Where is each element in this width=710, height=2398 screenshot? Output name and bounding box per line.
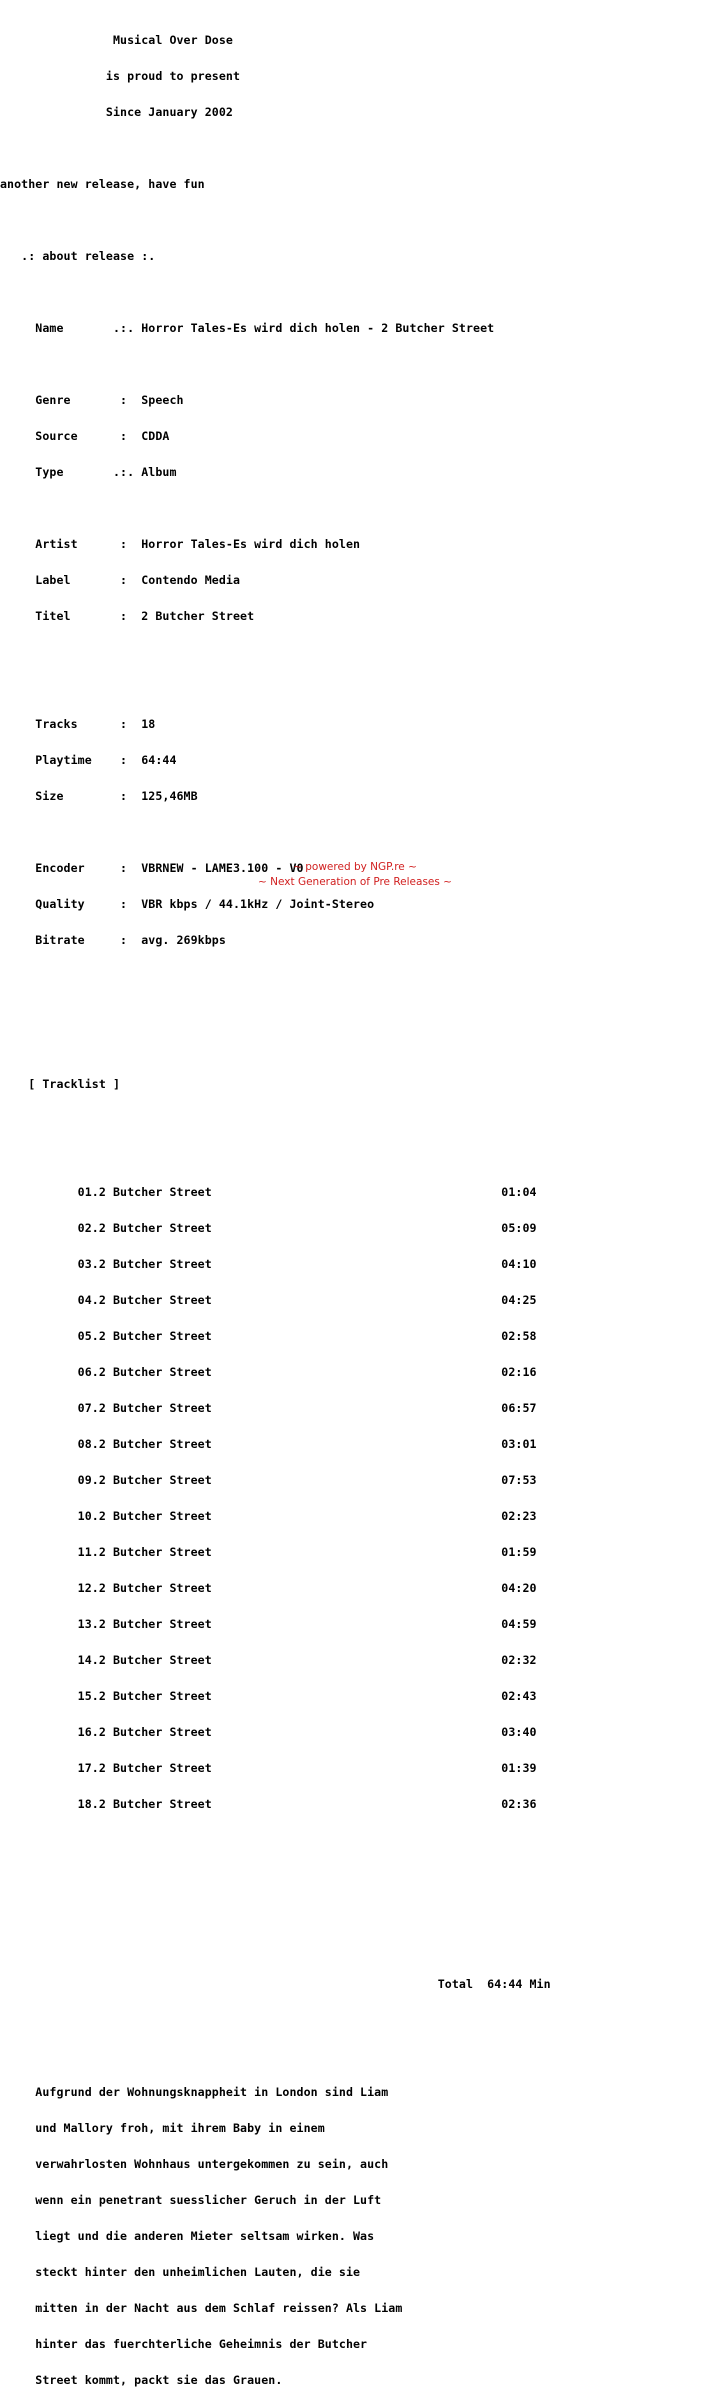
intro-text: another new release, have fun	[0, 177, 205, 191]
blank-line	[0, 502, 648, 514]
release-info-line: Tracks : 18	[0, 717, 156, 731]
release-info-line: Bitrate : avg. 269kbps	[0, 933, 226, 947]
blank-line	[0, 1006, 648, 1018]
track-row: 17.2 Butcher Street 01:39	[0, 1761, 537, 1775]
description-line: liegt und die anderen Mieter seltsam wirken. Was	[0, 2229, 375, 2243]
track-row: 02.2 Butcher Street 05:09	[0, 1221, 537, 1235]
total-playtime: Total 64:44 Min	[0, 1977, 551, 1991]
track-row: 06.2 Butcher Street 02:16	[0, 1365, 537, 1379]
blank-line	[0, 970, 648, 982]
blank-line	[0, 1906, 648, 1918]
blank-line	[0, 1834, 648, 1846]
track-row: 03.2 Butcher Street 04:10	[0, 1257, 537, 1271]
next-generation-link[interactable]: ~ Next Generation of Pre Releases ~	[258, 876, 452, 888]
description-line: wenn ein penetrant suesslicher Geruch in der Luft	[0, 2193, 382, 2207]
blank-line	[0, 2014, 648, 2026]
track-row: 18.2 Butcher Street 02:36	[0, 1797, 537, 1811]
blank-line	[0, 1042, 648, 1054]
track-row: 11.2 Butcher Street 01:59	[0, 1545, 537, 1559]
nfo-text-block	[0, 10, 648, 2398]
release-info-line: Label : Contendo Media	[0, 573, 241, 587]
blank-line	[0, 2050, 648, 2062]
blank-line	[0, 646, 648, 658]
track-row: 09.2 Butcher Street 07:53	[0, 1473, 537, 1487]
release-info-line: Quality : VBR kbps / 44.1kHz / Joint-Stereo	[0, 897, 375, 911]
footer	[0, 860, 710, 890]
blank-line	[0, 142, 648, 154]
release-info-line: Type .:. Album	[0, 465, 177, 479]
nfo-header-line: Since January 2002	[0, 105, 233, 119]
nfo-header-line: Musical Over Dose	[0, 33, 233, 47]
release-info-line: Titel : 2 Butcher Street	[0, 609, 255, 623]
release-info-line: Artist : Horror Tales-Es wird dich holen	[0, 537, 361, 551]
description-line: und Mallory froh, mit ihrem Baby in einem	[0, 2121, 325, 2135]
release-info-line: Playtime : 64:44	[0, 753, 177, 767]
track-row: 07.2 Butcher Street 06:57	[0, 1401, 537, 1415]
track-row: 08.2 Butcher Street 03:01	[0, 1437, 537, 1451]
blank-line	[0, 826, 648, 838]
description-line: verwahrlosten Wohnhaus untergekommen zu sein, auch	[0, 2157, 389, 2171]
blank-line	[0, 214, 648, 226]
blank-line	[0, 682, 648, 694]
track-row: 10.2 Butcher Street 02:23	[0, 1509, 537, 1523]
track-row: 13.2 Butcher Street 04:59	[0, 1617, 537, 1631]
release-info-line: Size : 125,46MB	[0, 789, 198, 803]
track-row: 16.2 Butcher Street 03:40	[0, 1725, 537, 1739]
blank-line	[0, 1942, 648, 1954]
release-info-line: Source : CDDA	[0, 429, 170, 443]
blank-line	[0, 1150, 648, 1162]
track-row: 01.2 Butcher Street 01:04	[0, 1185, 537, 1199]
track-row: 15.2 Butcher Street 02:43	[0, 1689, 537, 1703]
description-line: Aufgrund der Wohnungsknappheit in London sind Liam	[0, 2085, 389, 2099]
description-line: steckt hinter den unheimlichen Lauten, die sie	[0, 2265, 361, 2279]
description-line: Street kommt, packt sie das Grauen.	[0, 2373, 283, 2387]
track-row: 12.2 Butcher Street 04:20	[0, 1581, 537, 1595]
track-row: 14.2 Butcher Street 02:32	[0, 1653, 537, 1667]
nfo-header-line: is proud to present	[0, 69, 241, 83]
tracklist-heading: [ Tracklist ]	[0, 1077, 121, 1091]
description-line: mitten in der Nacht aus dem Schlaf reissen? Als Liam	[0, 2301, 403, 2315]
track-row: 04.2 Butcher Street 04:25	[0, 1293, 537, 1307]
description-line: hinter das fuerchterliche Geheimnis der Butcher	[0, 2337, 368, 2351]
blank-line	[0, 286, 648, 298]
powered-by-link[interactable]: ~ powered by NGP.re ~	[293, 861, 417, 873]
track-row: 05.2 Butcher Street 02:58	[0, 1329, 537, 1343]
release-info-line: Genre : Speech	[0, 393, 184, 407]
blank-line	[0, 358, 648, 370]
about-release-heading: .: about release :.	[0, 249, 156, 263]
release-name: Name .:. Horror Tales-Es wird dich holen - 2 Butcher Street	[0, 321, 495, 335]
release-info-line: Encoder : VBRNEW - LAME3.100 - V0	[0, 861, 304, 875]
blank-line	[0, 1114, 648, 1126]
blank-line	[0, 1870, 648, 1882]
